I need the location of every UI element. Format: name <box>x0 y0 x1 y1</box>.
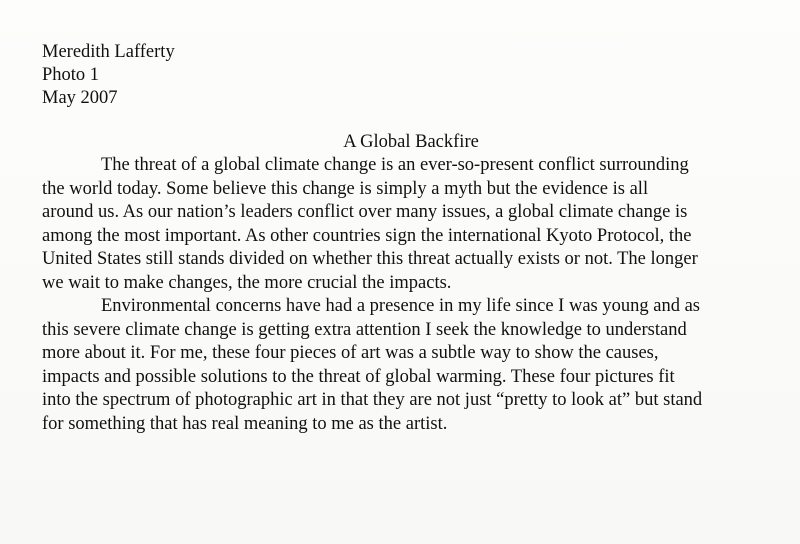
paragraph-line: United States still stands divided on whether this threat actually exists or not. The longer <box>42 249 698 269</box>
paragraph-line: the world today. Some believe this change is simply a myth but the evidence is all <box>42 178 649 199</box>
paragraph-line: this severe climate change is getting extra attention I seek the knowledge to understand <box>42 319 687 340</box>
paragraph-line: The threat of a global climate change is an ever-so-present conflict surrounding <box>101 155 689 175</box>
document-date: May 2007 <box>42 88 118 108</box>
paragraph-line: into the spectrum of photographic art in that they are not just “pretty to look at” but stand <box>42 390 703 410</box>
paragraph-line: around us. As our nation’s leaders conflict over many issues, a global climate change is <box>42 202 688 222</box>
paragraph-line: among the most important. As other countries sign the international Kyoto Protocol, the <box>42 225 692 246</box>
paragraph-line: impacts and possible solutions to the threat of global warming. These four pictures fit <box>42 366 675 387</box>
author-name: Meredith Lafferty <box>42 42 175 62</box>
document-header <box>42 41 175 110</box>
document-title: A Global Backfire <box>343 132 479 152</box>
paragraph-line: more about it. For me, these four pieces of art was a subtle way to show the causes, <box>42 343 659 363</box>
paragraph-line: we wait to make changes, the more crucial the impacts. <box>42 272 452 293</box>
document-body <box>42 154 782 436</box>
course-name: Photo 1 <box>42 65 100 85</box>
paragraph-1 <box>42 154 782 295</box>
paragraph-line: Environmental concerns have had a presence in my life since I was young and as <box>101 296 700 316</box>
paragraph-2 <box>42 295 782 436</box>
paragraph-line: for something that has real meaning to me as the artist. <box>42 413 448 434</box>
